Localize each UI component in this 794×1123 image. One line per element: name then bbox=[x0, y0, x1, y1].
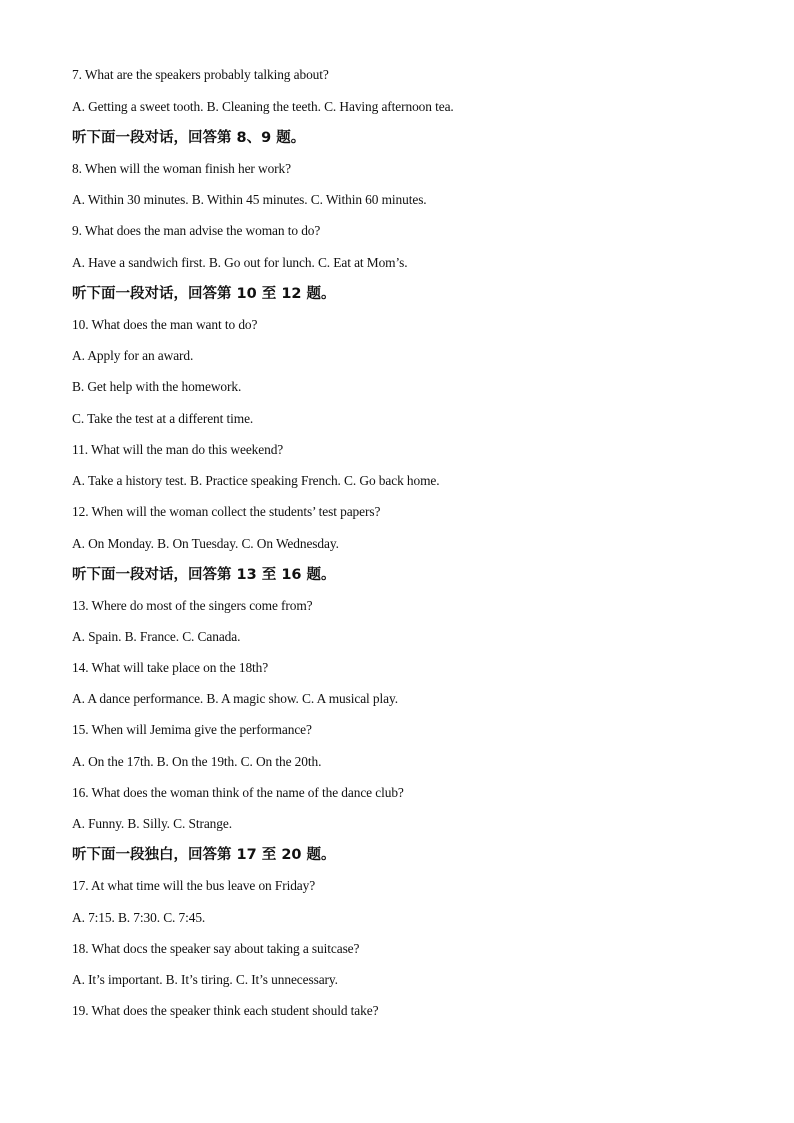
option-10-a: A. Apply for an award. bbox=[72, 348, 194, 363]
options-7: A. Getting a sweet tooth. B. Cleaning the teeth. C. Having afternoon tea. bbox=[72, 99, 454, 114]
question-11: 11. What will the man do this weekend? bbox=[72, 442, 284, 457]
question-19: 19. What does the speaker think each student should take? bbox=[72, 1003, 379, 1018]
options-9: A. Have a sandwich first. B. Go out for lunch. C. Eat at Mom’s. bbox=[72, 255, 408, 270]
options-18: A. It’s important. B. It’s tiring. C. It’s unnecessary. bbox=[72, 972, 338, 987]
question-16: 16. What does the woman think of the name of the dance club? bbox=[72, 785, 404, 800]
question-9: 9. What does the man advise the woman to do? bbox=[72, 223, 321, 238]
options-8: A. Within 30 minutes. B. Within 45 minutes. C. Within 60 minutes. bbox=[72, 192, 427, 207]
question-13: 13. Where do most of the singers come from? bbox=[72, 598, 313, 613]
question-15: 15. When will Jemima give the performance? bbox=[72, 722, 312, 737]
options-13: A. Spain. B. France. C. Canada. bbox=[72, 629, 241, 644]
options-17: A. 7:15. B. 7:30. C. 7:45. bbox=[72, 910, 206, 925]
section-heading-17-20: 听下面一段独白，回答第 17 至 20 题。 bbox=[72, 847, 336, 863]
options-16: A. Funny. B. Silly. C. Strange. bbox=[72, 816, 232, 831]
question-18: 18. What docs the speaker say about taking a suitcase? bbox=[72, 941, 360, 956]
question-7: 7. What are the speakers probably talking about? bbox=[72, 67, 329, 82]
options-12: A. On Monday. B. On Tuesday. C. On Wednesday. bbox=[72, 536, 339, 551]
question-12: 12. When will the woman collect the students’ test papers? bbox=[72, 504, 381, 519]
section-heading-8-9: 听下面一段对话，回答第 8、9 题。 bbox=[72, 130, 306, 146]
option-10-c: C. Take the test at a different time. bbox=[72, 411, 254, 426]
question-17: 17. At what time will the bus leave on Friday? bbox=[72, 878, 316, 893]
options-15: A. On the 17th. B. On the 19th. C. On the 20th. bbox=[72, 754, 322, 769]
options-11: A. Take a history test. B. Practice speaking French. C. Go back home. bbox=[72, 473, 440, 488]
question-8: 8. When will the woman finish her work? bbox=[72, 161, 291, 176]
section-heading-13-16: 听下面一段对话，回答第 13 至 16 题。 bbox=[72, 567, 336, 583]
option-10-b: B. Get help with the homework. bbox=[72, 379, 242, 394]
question-10: 10. What does the man want to do? bbox=[72, 317, 258, 332]
section-heading-10-12: 听下面一段对话，回答第 10 至 12 题。 bbox=[72, 286, 336, 302]
question-14: 14. What will take place on the 18th? bbox=[72, 660, 269, 675]
options-14: A. A dance performance. B. A magic show. C. A musical play. bbox=[72, 691, 398, 706]
